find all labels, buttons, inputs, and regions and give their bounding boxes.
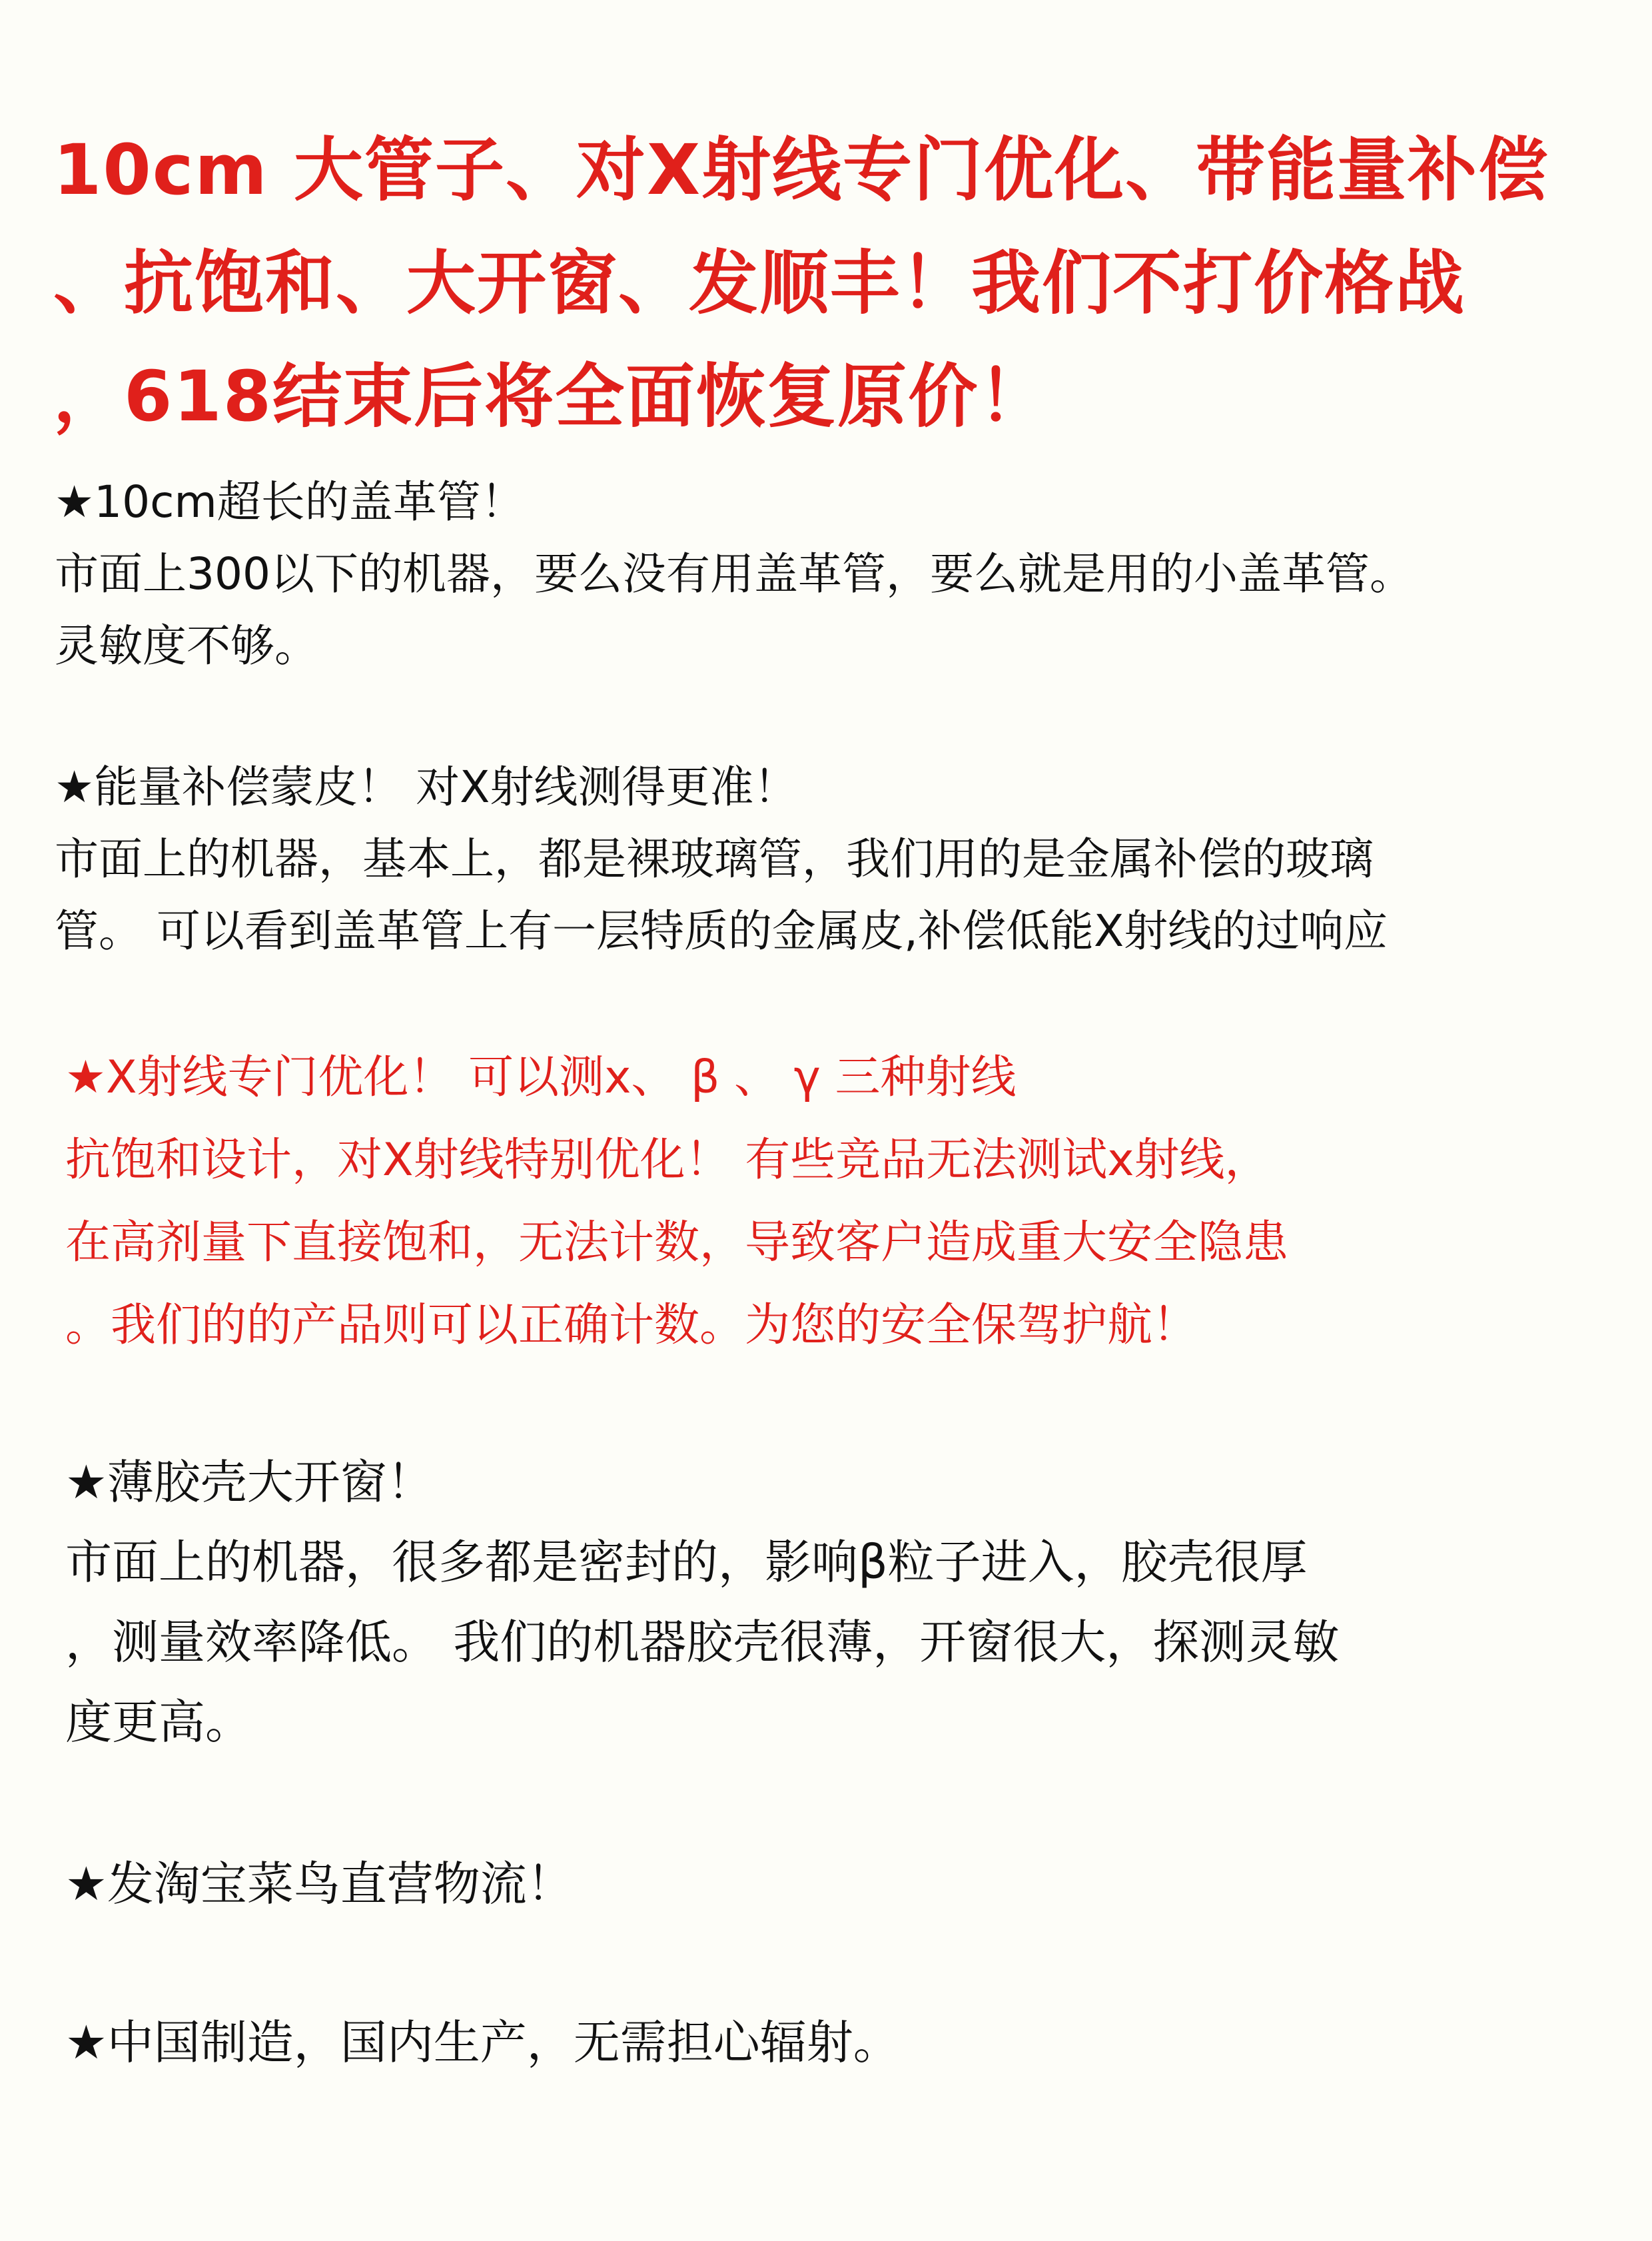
section-text: ，测量效率降低。 我们的机器胶壳很薄，开窗很大，探测灵敏 [65,1615,1340,1669]
section-text: 市面上300以下的机器，要么没有用盖革管，要么就是用的小盖革管。 [55,548,1414,600]
headline [53,113,1605,453]
section-heading: ★X射线专门优化！ 可以测x、 β 、 γ 三种射线 [65,1051,1017,1104]
section-large-window [65,1442,1637,1762]
section-text: 抗饱和设计，对X射线特别优化！ 有些竞品无法测试x射线， [65,1134,1270,1186]
section-text: 市面上的机器，很多都是密封的，影响β粒子进入，胶壳很厚 [65,1535,1308,1589]
section-tube [55,466,1627,682]
section-text: 度更高。 [65,1695,252,1749]
section-heading: ★薄胶壳大开窗！ [65,1455,434,1510]
section-heading: ★发淘宝菜鸟直营物流！ [65,1857,574,1911]
section-text: 市面上的机器，基本上，都是裸玻璃管，我们用的是金属补偿的玻璃 [55,833,1374,885]
headline-line: 10cm 大管子、对X射线专门优化、带能量补偿 [53,129,1549,211]
section-made-in-china [65,2003,1637,2082]
headline-line: ，618结束后将全面恢复原价！ [53,356,1050,437]
section-xray-optimization [65,1037,1637,1367]
headline-line: 、抗饱和、大开窗、发顺丰！我们不打价格战 [53,242,1466,324]
section-text: 在高剂量下直接饱和，无法计数，导致客户造成重大安全隐患 [65,1216,1289,1269]
section-text: 。我们的的产品则可以正确计数。为您的安全保驾护航！ [65,1299,1198,1352]
section-heading: ★中国制造，国内生产，无需担心辐射。 [65,2015,900,2070]
section-text: 管。 可以看到盖革管上有一层特质的金属皮,补偿低能X射线的过响应 [55,905,1388,957]
section-heading: ★能量补偿蒙皮！ 对X射线测得更准！ [55,761,798,813]
section-text: 灵敏度不够。 [55,620,318,672]
section-energy-compensation [55,751,1627,967]
section-heading: ★10cm超长的盖革管！ [55,476,525,528]
section-shipping [65,1844,1637,1924]
